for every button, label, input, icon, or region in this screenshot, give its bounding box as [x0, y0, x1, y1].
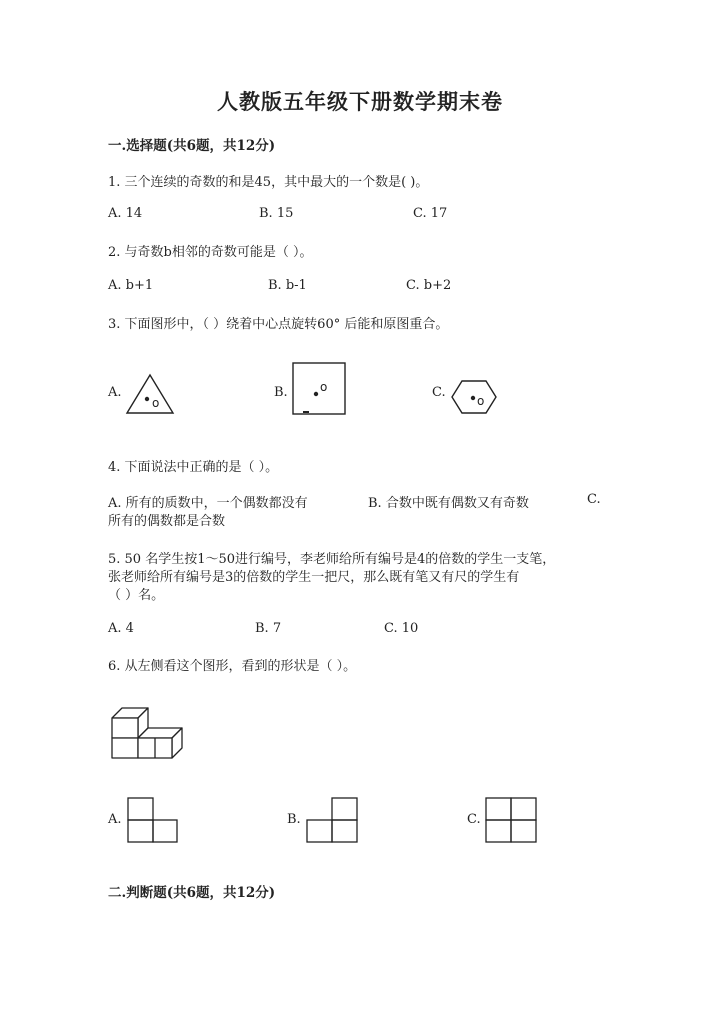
- square-figure: [292, 361, 348, 417]
- question-5-line-2: 张老师给所有编号是3的倍数的学生一把尺，那么既有笔又有尺的学生有: [108, 570, 520, 585]
- q3-option-b: B.: [274, 385, 288, 400]
- square-mark: o: [320, 380, 328, 394]
- q4-option-a: A. 所有的质数中，一个偶数都没有: [108, 496, 308, 511]
- question-2: 2. 与奇数b相邻的奇数可能是（ ）。: [108, 245, 313, 260]
- option-c-shape: [485, 797, 539, 843]
- q1-option-c: C. 17: [413, 206, 448, 221]
- question-6: 6. 从左侧看这个图形，看到的形状是（ ）。: [108, 659, 357, 674]
- q6-option-b: B.: [287, 812, 301, 827]
- q5-option-b: B. 7: [255, 621, 282, 636]
- hexagon-mark: o: [477, 394, 485, 408]
- hexagon-figure: [450, 379, 498, 415]
- option-a-shape: [127, 797, 179, 843]
- q3-option-a: A.: [108, 385, 122, 400]
- page-title: 人教版五年级下册数学期末卷: [217, 89, 503, 114]
- question-3: 3. 下面图形中，（ ）绕着中心点旋转60° 后能和原图重合。: [108, 317, 449, 332]
- option-b-shape: [306, 797, 360, 843]
- q4-option-c-text: 所有的偶数都是合数: [108, 514, 226, 529]
- q5-option-a: A. 4: [108, 621, 134, 636]
- q4-option-b: B. 合数中既有偶数又有奇数: [368, 496, 529, 511]
- question-1: 1. 三个连续的奇数的和是45，其中最大的一个数是( )。: [108, 175, 429, 190]
- q6-option-a: A.: [108, 812, 122, 827]
- q5-option-c: C. 10: [384, 621, 419, 636]
- q2-option-c: C. b+2: [406, 278, 452, 293]
- triangle-figure: [124, 372, 176, 416]
- question-4: 4. 下面说法中正确的是（ ）。: [108, 460, 279, 475]
- q2-option-b: B. b-1: [268, 278, 307, 293]
- q4-option-c: C.: [587, 492, 601, 507]
- q1-option-a: A. 14: [108, 206, 143, 221]
- section-2-heading: 二.判断题(共6题，共12分): [108, 885, 276, 901]
- question-5-line-1: 5. 50 名学生按1～50进行编号，李老师给所有编号是4的倍数的学生一支笔，: [108, 552, 556, 567]
- q3-option-c: C.: [432, 385, 446, 400]
- q6-option-c: C.: [467, 812, 481, 827]
- q1-option-b: B. 15: [259, 206, 294, 221]
- triangle-mark: o: [152, 396, 160, 410]
- cube-stack-figure: [110, 704, 186, 760]
- question-5-line-3: （ ）名。: [108, 588, 165, 603]
- section-1-heading: 一.选择题(共6题，共12分): [108, 138, 276, 154]
- q2-option-a: A. b+1: [108, 278, 154, 293]
